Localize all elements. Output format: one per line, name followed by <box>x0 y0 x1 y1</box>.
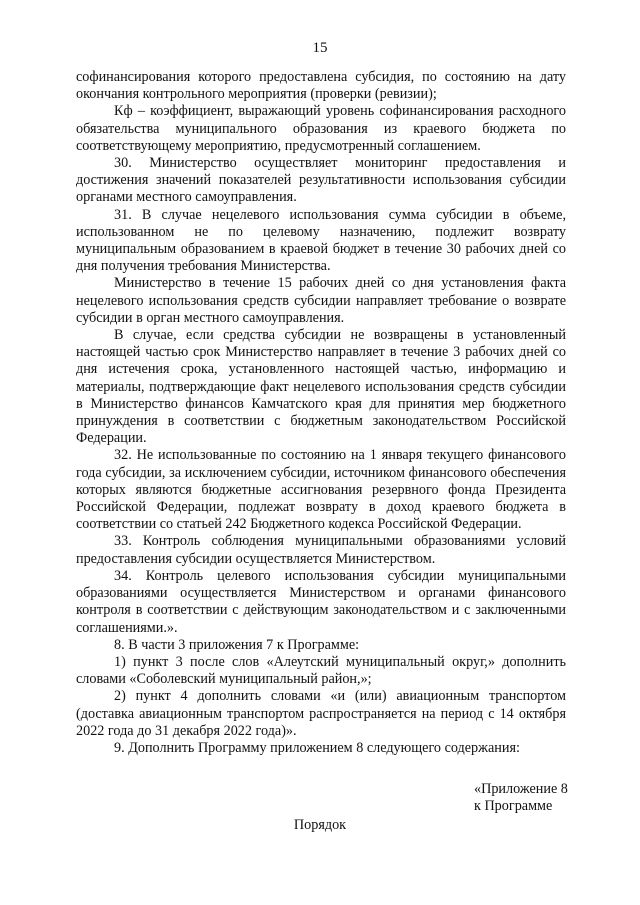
body-text <box>76 69 566 757</box>
appendix-heading <box>474 781 568 815</box>
paragraph-continuation: софинансирования которого предоставлена субсидия, по состоянию на дату окончания контрольного мероприятия (проверки (ревизии); <box>76 69 566 103</box>
paragraph-32: 32. Не использованные по состоянию на 1 января текущего финансового года субсидии, за исключением субсидии, источником финансового обеспечения которых являются бюджетные ассигнования резервного фонда Президента Российской Федерации, подлежат возврату в доход краевого бюджета в соответствии со статьей 242 Бюджетного кодекса Российской Федерации. <box>76 447 566 533</box>
paragraph-item-8: 8. В части 3 приложения 7 к Программе: <box>114 636 360 653</box>
page-number: 15 <box>312 40 328 56</box>
appendix-line-1: «Приложение 8 <box>474 781 568 797</box>
paragraph-item-8-1: 1) пункт 3 после слов «Алеутский муниципальный округ,» дополнить словами «Соболевский муниципальный район,»; <box>76 653 566 688</box>
paragraph-kf-definition: Кф – коэффициент, выражающий уровень софинансирования расходного обязательства муниципального образования из краевого бюджета по соответствующему мероприятию, предусмотренный соглашением. <box>76 103 566 154</box>
order-title: Порядок <box>293 817 347 833</box>
paragraph-33: 33. Контроль соблюдения муниципальными образованиями условий предоставления субсидии осуществляется Министерством. <box>76 533 566 567</box>
paragraph-31-non-return: В случае, если средства субсидии не возвращены в установленный настоящей частью срок Министерство направляет в течение 3 рабочих дней со дня истечения срока, установленного настоящей частью, информацию и материалы, подтверждающие факт нецелевого использования средств субсидии в Министерство финансов Камчатского края для принятия мер бюджетного принуждения в соответствии с бюджетным законодательством Российской Федерации. <box>76 327 566 447</box>
paragraph-item-9: 9. Дополнить Программу приложением 8 следующего содержания: <box>114 739 520 756</box>
paragraph-31: 31. В случае нецелевого использования сумма субсидии в объеме, использованном не по целевому назначению, подлежит возврату муниципальным образованием в краевой бюджет в течение 30 рабочих дней со дня получения требования Министерства. <box>76 206 566 275</box>
paragraph-34: 34. Контроль целевого использования субсидии муниципальными образованиями осуществляется Министерством и органами финансового контроля в соответствии с действующим законодательством и с заключенными соглашениями.». <box>76 567 566 636</box>
paragraph-item-8-2: 2) пункт 4 дополнить словами «и (или) авиационным транспортом (доставка авиационным транспортом распространяется на период с 14 октября 2022 года до 31 декабря 2022 года)». <box>76 688 566 739</box>
paragraph-31-ministry: Министерство в течение 15 рабочих дней со дня установления факта нецелевого использования средств субсидии направляет требование о возврате субсидии в орган местного самоуправления. <box>76 275 566 326</box>
appendix-line-2: к Программе <box>474 798 553 815</box>
paragraph-30: 30. Министерство осуществляет мониторинг предоставления и достижения значений показателей результативности использования субсидии органами местного самоуправления. <box>76 155 566 206</box>
